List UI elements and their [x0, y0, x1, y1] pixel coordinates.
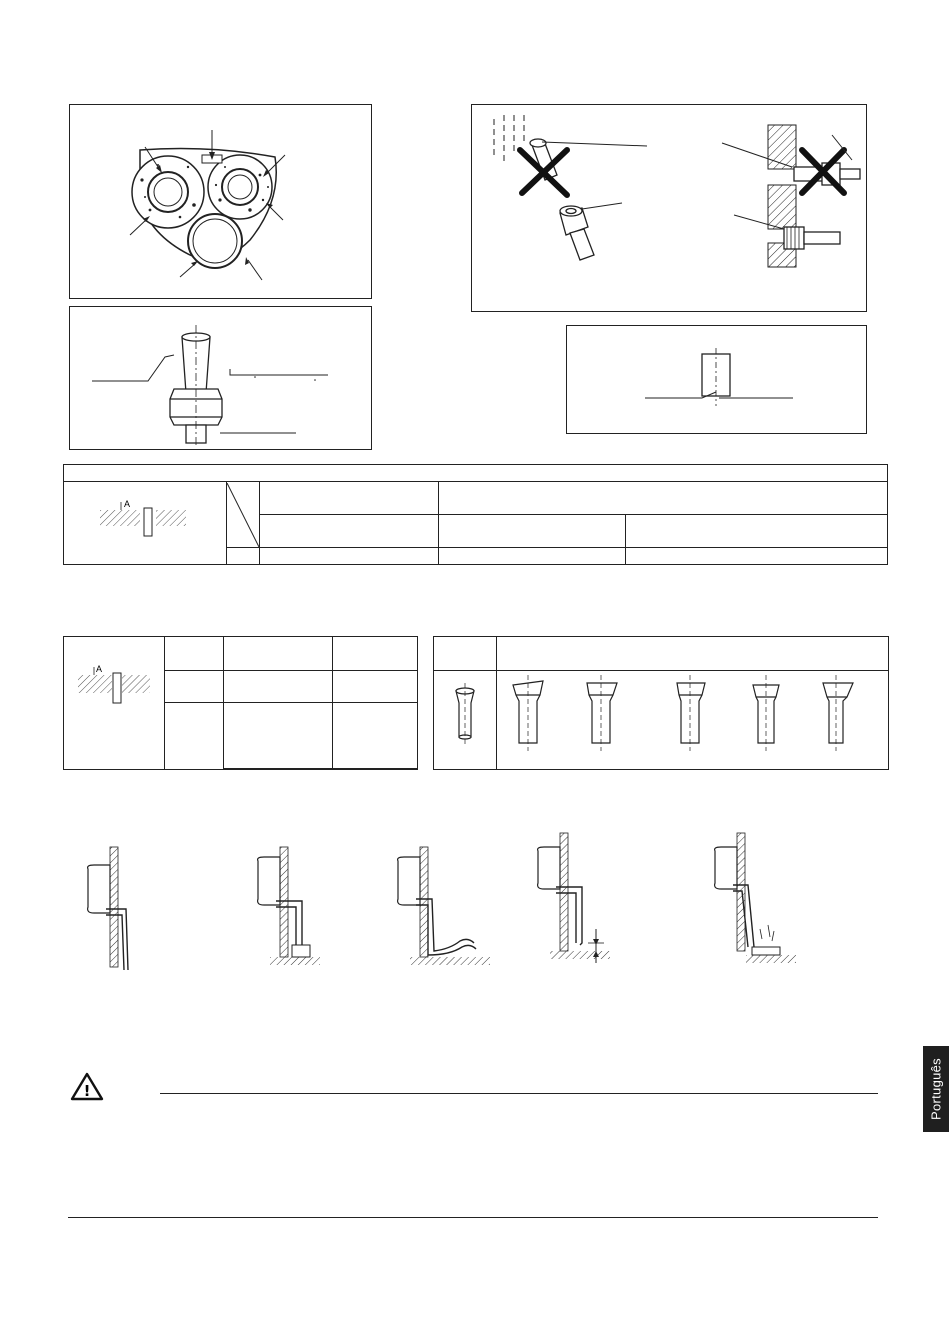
row-cell [439, 548, 626, 565]
correct-flare-cell [434, 671, 497, 770]
pipe-bundle-insulation-diagram [70, 105, 371, 298]
flare-nut-section-diagram [70, 307, 371, 449]
diagonal-header-cell [227, 482, 260, 548]
dimension-illustration-cell [64, 482, 227, 565]
cell [333, 671, 418, 703]
flare-dimension-a-icon [64, 490, 226, 556]
cell [333, 637, 418, 671]
pipe-cut-figure [566, 325, 867, 434]
cell [165, 703, 224, 770]
flare-inspection-table [433, 636, 889, 770]
language-tab-label: Português [928, 1058, 944, 1120]
cell [434, 637, 497, 671]
subheader-empty [260, 515, 439, 548]
cell [333, 769, 418, 770]
header-pipe-size [260, 482, 439, 515]
cell [224, 703, 333, 769]
subheader-min [439, 515, 626, 548]
row-cell [260, 548, 439, 565]
correct-flare-icon [434, 671, 496, 769]
language-tab [923, 1046, 949, 1132]
subheader-max [626, 515, 888, 548]
flare-nut-section-figure [69, 306, 372, 450]
flare-nut-wrong-right-diagram [472, 105, 866, 311]
caution-rule [160, 1093, 878, 1094]
cell [224, 671, 333, 703]
cell [333, 703, 418, 769]
incorrect-flares-icon [497, 671, 888, 769]
warning-triangle-icon [70, 1072, 104, 1102]
row-label-cell [227, 548, 260, 565]
pipe-bundle-figure [69, 104, 372, 299]
warning-symbol: ! [83, 1082, 91, 1100]
row-cell [626, 548, 888, 565]
flare-misuse-figure [471, 104, 867, 312]
flare-dimension-a-icon [64, 637, 164, 769]
drain-hose-routing-diagram [70, 825, 830, 975]
dimension-label: A [124, 499, 131, 509]
footer-rule [68, 1217, 878, 1218]
table-title-row [64, 465, 888, 482]
flare-small-table [63, 636, 418, 770]
cell [165, 637, 224, 671]
flare-dimension-table [63, 464, 888, 565]
incorrect-flares-cell [497, 671, 889, 770]
dimension-label: A [96, 664, 103, 674]
header-cell [497, 637, 889, 671]
cell [165, 671, 224, 703]
dimension-illustration-cell [64, 637, 165, 770]
cell [224, 769, 333, 770]
drain-routing-figures [70, 825, 830, 975]
header-flare-a [439, 482, 888, 515]
pipe-cut-diagram [567, 326, 866, 433]
caution-icon-wrap [70, 1072, 104, 1102]
cell [224, 637, 333, 671]
